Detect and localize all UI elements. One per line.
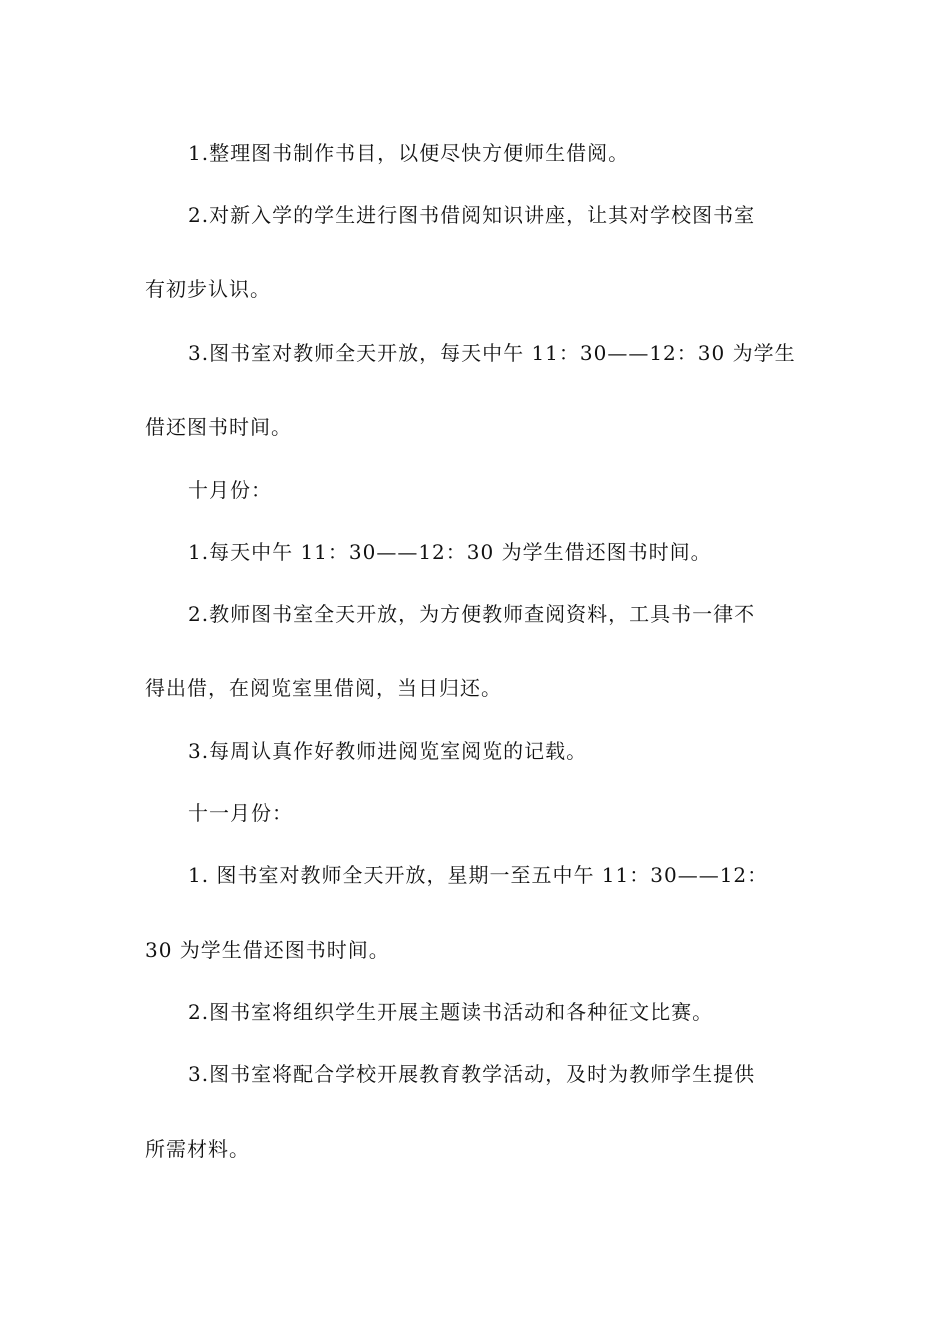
text-line: 2.教师图书室全天开放，为方便教师查阅资料，工具书一律不 <box>188 602 756 626</box>
text-line: 有初步认识。 <box>145 277 271 301</box>
text-line: 得出借，在阅览室里借阅，当日归还。 <box>145 676 502 700</box>
text-line: 3.每周认真作好教师进阅览室阅览的记载。 <box>188 739 588 763</box>
text-line: 1.整理图书制作书目，以便尽快方便师生借阅。 <box>188 141 630 165</box>
section-heading-november: 十一月份： <box>188 801 293 825</box>
text-line: 3.图书室将配合学校开展教育教学活动，及时为教师学生提供 <box>188 1062 756 1086</box>
text-line: 借还图书时间。 <box>145 415 292 439</box>
text-line: 30 为学生借还图书时间。 <box>145 938 390 962</box>
text-line: 2.图书室将组织学生开展主题读书活动和各种征文比赛。 <box>188 1000 714 1024</box>
text-line: 1. 图书室对教师全天开放，星期一至五中午 11：30——12： <box>188 863 769 887</box>
text-line: 1.每天中午 11：30——12：30 为学生借还图书时间。 <box>188 540 712 564</box>
text-line: 3.图书室对教师全天开放，每天中午 11：30——12：30 为学生 <box>188 341 796 365</box>
text-line: 所需材料。 <box>145 1137 250 1161</box>
text-line: 2.对新入学的学生进行图书借阅知识讲座，让其对学校图书室 <box>188 203 756 227</box>
section-heading-october: 十月份： <box>188 478 272 502</box>
